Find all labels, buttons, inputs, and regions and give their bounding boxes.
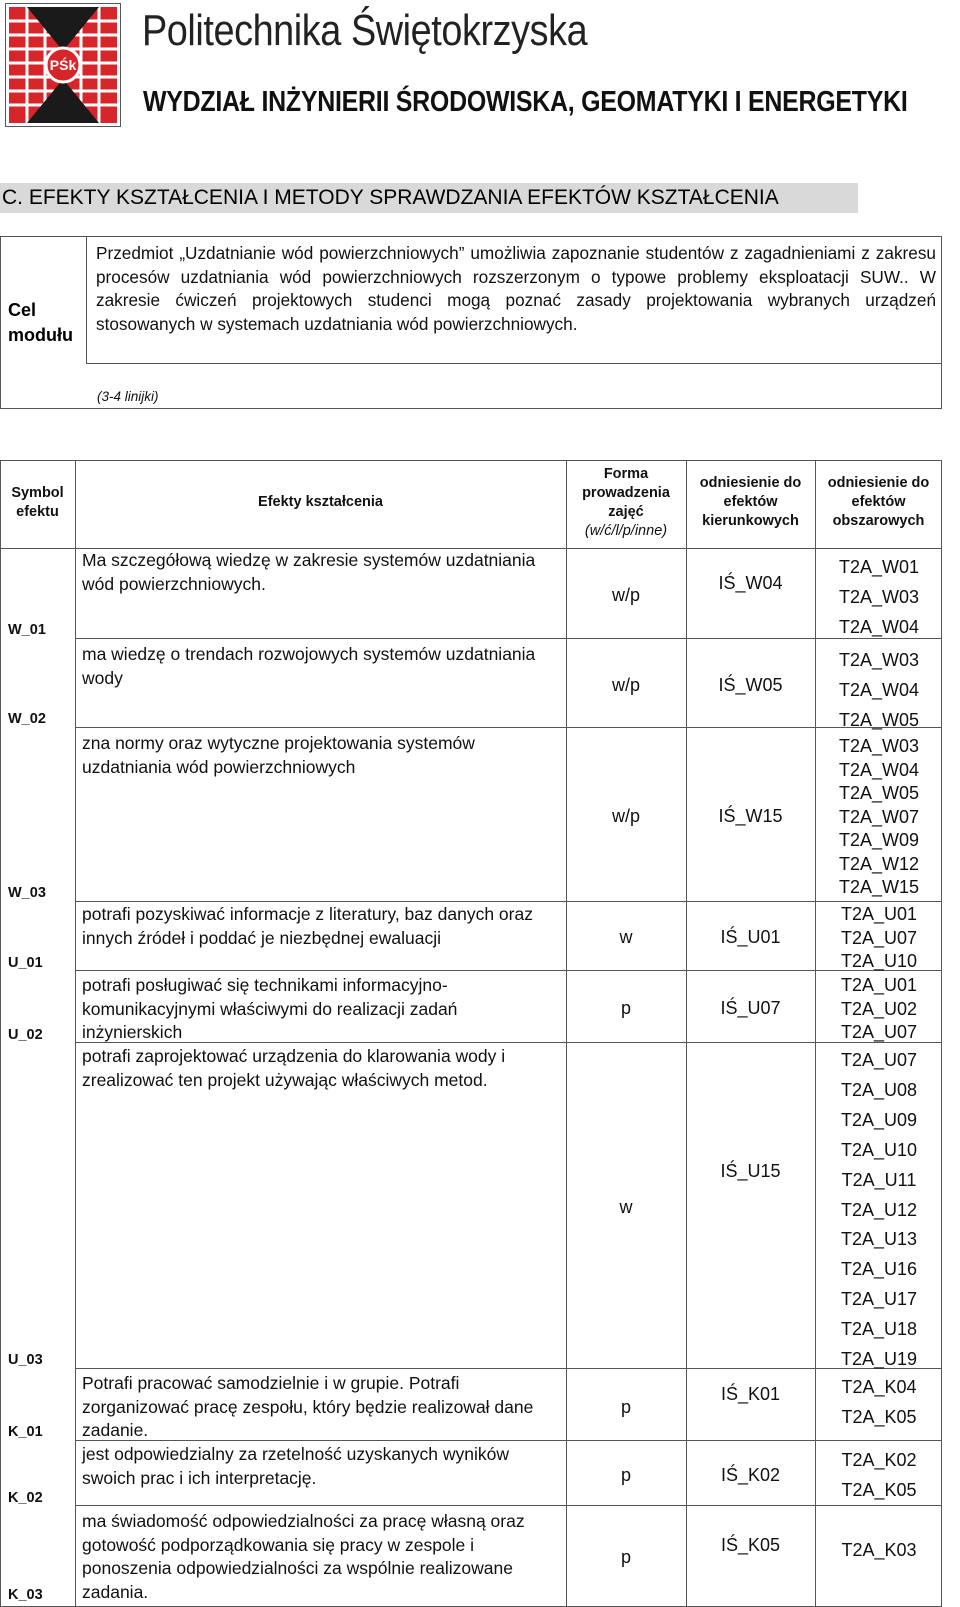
row-forma: p <box>620 1465 631 1485</box>
header-symbol-line1: Symbol <box>11 485 64 501</box>
row-kierunkowe: IŚ_W05 <box>718 675 783 695</box>
row-kierunkowe: IŚ_U07 <box>720 998 781 1018</box>
header-obsz-line3: obszarowych <box>832 513 925 529</box>
obsz-code: T2A_W09 <box>838 830 920 850</box>
obsz-code: T2A_U07 <box>840 927 918 948</box>
university-name: Politechnika Świętokrzyska <box>142 6 588 55</box>
faculty-name: WYDZIAŁ INŻYNIERII ŚRODOWISKA, GEOMATYKI I ENERGETYKI <box>143 86 908 118</box>
row-kierunkowe: IŚ_W04 <box>718 573 783 593</box>
section-heading: C. EFEKTY KSZTAŁCENIA I METODY SPRAWDZANIA EFEKTÓW KSZTAŁCENIA <box>0 183 858 213</box>
header-kier-line3: kierunkowych <box>702 513 799 529</box>
obsz-code: T2A_U17 <box>840 1289 918 1310</box>
row-divider <box>75 970 942 971</box>
table-divider <box>686 460 687 1607</box>
row-effect: ma wiedzę o trendach rozwojowych systemów uzdatniania wody <box>82 644 536 688</box>
row-symbol: K_02 <box>8 1490 43 1506</box>
row-symbol: W_02 <box>8 711 46 727</box>
obsz-code: T2A_U11 <box>841 1169 917 1190</box>
obsz-code: T2A_K05 <box>841 1407 917 1427</box>
row-effect: jest odpowiedzialny za rzetelność uzyskanych wyników swoich prac i ich interpretację. <box>82 1444 510 1488</box>
header-forma-line1: Forma <box>603 466 649 482</box>
row-effect: potrafi pozyskiwać informacje z literatury, baz danych oraz innych źródeł i poddać je niezbędnej ewaluacji <box>82 904 533 948</box>
row-symbol: U_03 <box>8 1352 43 1368</box>
row-obszarowe <box>818 1046 940 1375</box>
row-divider <box>75 901 942 902</box>
obsz-code: T2A_W07 <box>838 806 920 827</box>
row-forma: w <box>619 1197 633 1217</box>
row-effect: ma świadomość odpowiedzialności za pracę własną oraz gotowość podporządkowania się pracy w zespole i ponoszenia odpowiedzialności za wspólnie realizowane zadania. <box>82 1511 525 1602</box>
row-obszarowe <box>818 974 940 1045</box>
obsz-code: T2A_U07 <box>840 1022 918 1042</box>
obsz-code: T2A_W01 <box>838 557 920 577</box>
row-divider <box>75 638 942 639</box>
header-forma <box>566 465 686 541</box>
cel-label-line1: Cel <box>8 299 37 320</box>
university-logo <box>5 3 121 127</box>
row-kierunkowe: IŚ_K02 <box>720 1465 781 1485</box>
obsz-code: T2A_W03 <box>838 736 920 756</box>
row-kierunkowe: IŚ_W15 <box>718 806 783 826</box>
obsz-code: T2A_U10 <box>840 951 918 971</box>
row-kierunkowe: IŚ_K05 <box>720 1535 781 1555</box>
row-forma: w/p <box>611 806 640 826</box>
row-forma: p <box>620 1547 631 1567</box>
obsz-code: T2A_W03 <box>838 587 920 607</box>
row-symbol: W_03 <box>8 885 46 901</box>
obsz-code: T2A_W04 <box>838 680 920 700</box>
obsz-code: T2A_U10 <box>840 1139 918 1160</box>
obsz-code: T2A_U08 <box>840 1079 918 1100</box>
row-forma: w/p <box>611 585 640 605</box>
obsz-code: T2A_U07 <box>840 1050 918 1070</box>
obsz-code: T2A_K03 <box>841 1540 917 1560</box>
cel-hint: (3-4 linijki) <box>97 389 159 404</box>
header-kier-line2: efektów <box>723 494 778 510</box>
header-forma-line2: prowadzenia <box>582 485 670 501</box>
obsz-code: T2A_U13 <box>840 1229 918 1250</box>
row-obszarowe <box>818 903 940 974</box>
obsz-code: T2A_K02 <box>841 1450 917 1470</box>
table-divider <box>75 460 76 1607</box>
obsz-code: T2A_W04 <box>838 759 920 780</box>
row-divider <box>75 1505 942 1506</box>
row-obszarowe <box>818 552 940 642</box>
row-divider <box>75 727 942 728</box>
obsz-code: T2A_U01 <box>840 904 918 924</box>
obsz-code: T2A_K05 <box>841 1480 917 1500</box>
obsz-code: T2A_U19 <box>840 1349 918 1370</box>
header-effects: Efekty kształcenia <box>258 494 383 510</box>
header-kierunkowe <box>686 474 815 531</box>
row-effect: Potrafi pracować samodzielnie i w grupie. Potrafi zorganizować pracę zespołu, który będzie realizował dane zadanie. <box>82 1373 534 1440</box>
row-divider <box>75 1368 942 1369</box>
row-forma: p <box>620 998 631 1018</box>
row-forma: w/p <box>611 675 640 695</box>
table-divider <box>815 460 816 1607</box>
header-forma-line4: (w/ć/l/p/inne) <box>584 523 668 539</box>
row-kierunkowe: IŚ_U15 <box>720 1161 781 1181</box>
header-obsz-line1: odniesienie do <box>827 475 930 491</box>
header-symbol-line2: efektu <box>16 504 59 520</box>
obsz-code: T2A_W15 <box>838 877 920 897</box>
row-forma: p <box>620 1397 631 1417</box>
row-kierunkowe: IŚ_U01 <box>720 927 781 947</box>
row-obszarowe <box>818 1445 940 1505</box>
table-divider <box>566 460 567 1607</box>
row-effect: zna normy oraz wytyczne projektowania systemów uzdatniania wód powierzchniowych <box>82 733 475 777</box>
obsz-code: T2A_U12 <box>840 1199 918 1220</box>
logo-text: PŚk <box>49 57 77 73</box>
header-symbol <box>0 484 75 522</box>
obsz-code: T2A_W05 <box>838 783 920 803</box>
row-obszarowe <box>818 1372 940 1432</box>
obsz-code: T2A_W05 <box>838 710 920 730</box>
cel-text: Przedmiot „Uzdatnianie wód powierzchniowych” umożliwia zapoznanie studentów z zagadnieniami z zakresu procesów uzdatniania wód powierzchniowych rozszerzonym o typowe problemy eksploatacji SUW.. W zakresie ćwiczeń projektowych studenci mogą poznać zasady projektowania wybranych urządzeń stosowanych w systemach uzdatniania wód powierzchniowych. <box>96 243 936 334</box>
row-symbol: K_03 <box>8 1587 43 1603</box>
row-kierunkowe: IŚ_K01 <box>720 1384 781 1404</box>
cel-label <box>0 236 86 409</box>
obsz-code: T2A_W04 <box>838 617 920 637</box>
row-symbol: U_01 <box>8 955 43 971</box>
row-obszarowe <box>818 735 940 900</box>
obsz-code: T2A_K04 <box>841 1377 917 1397</box>
obsz-code: T2A_U18 <box>840 1319 918 1340</box>
row-effect: potrafi zaprojektować urządzenia do klarowania wody i zrealizować ten projekt używając właściwych metod. <box>82 1046 506 1090</box>
obsz-code: T2A_U01 <box>840 975 918 995</box>
row-effect: Ma szczegółową wiedzę w zakresie systemów uzdatniania wód powierzchniowych. <box>82 550 536 594</box>
row-symbol: W_01 <box>8 622 46 638</box>
obsz-code: T2A_U16 <box>840 1259 918 1280</box>
header-obsz-line2: efektów <box>851 494 906 510</box>
obsz-code: T2A_W03 <box>838 650 920 670</box>
row-obszarowe <box>818 1535 940 1565</box>
obsz-code: T2A_U02 <box>840 998 918 1019</box>
obsz-code: T2A_U09 <box>840 1109 918 1130</box>
header-forma-line3: zajęć <box>608 504 644 520</box>
header-kier-line1: odniesienie do <box>699 475 802 491</box>
obsz-code: T2A_W12 <box>838 853 920 874</box>
cel-label-line2: modułu <box>8 324 73 345</box>
row-symbol: K_01 <box>8 1424 43 1440</box>
row-effect: potrafi posługiwać się technikami informacyjno-komunikacyjnymi właściwymi do realizacji zadań inżynierskich <box>82 975 458 1042</box>
row-obszarowe <box>818 645 940 735</box>
header-obszarowe <box>815 474 942 531</box>
row-symbol: U_02 <box>8 1027 43 1043</box>
row-forma: w <box>619 927 633 947</box>
